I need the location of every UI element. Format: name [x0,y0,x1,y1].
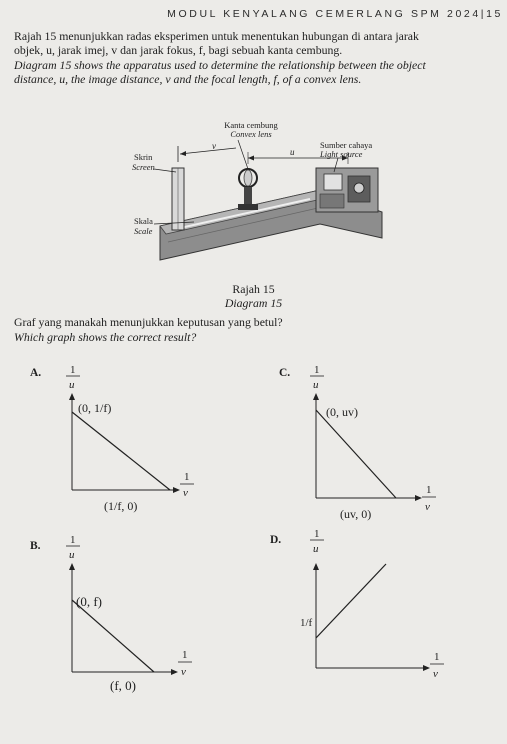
option-c-x-intercept: (uv, 0) [340,507,372,521]
option-b-y-intercept: (0, f) [76,594,102,609]
u-distance-label: u [290,147,295,157]
screen-icon [172,168,184,230]
option-b-x-intercept: (f, 0) [110,678,136,693]
scale-label-ms: Skala [134,216,153,226]
option-c-y-intercept: (0, uv) [326,405,358,419]
lens-label-ms: Kanta cembung [224,120,278,130]
convex-lens-icon [238,169,258,210]
source-label-ms: Sumber cahaya [320,140,373,150]
prompt-en: Which graph shows the correct result? [14,330,197,344]
y-axis-den: u [313,379,319,391]
question-ms-line1: Rajah 15 menunjukkan radas eksperimen untuk menentukan hubungan di antara jarak [14,29,419,43]
x-axis-den: v [181,666,186,678]
option-b-letter[interactable]: B. [30,540,41,552]
lens-label-en: Convex lens [230,129,272,139]
option-d-graph[interactable] [296,526,456,696]
option-c-letter[interactable]: C. [279,367,291,379]
y-axis-den: u [313,543,319,555]
option-a-x-intercept: (1/f, 0) [104,499,138,513]
y-axis-num: 1 [70,364,76,376]
question-ms-line2: objek, u, jarak imej, v dan jarak fokus, f, bagi sebuah kanta cembung. [14,43,343,57]
light-source-icon [316,168,378,212]
scale-label-en: Scale [134,226,153,236]
screen-label-en: Screen [132,162,155,172]
x-axis-den: v [183,487,188,499]
x-axis-num: 1 [426,484,432,496]
y-axis-num: 1 [70,534,76,546]
x-axis-den: v [433,668,438,680]
option-b-graph[interactable] [56,532,206,700]
y-axis-den: u [69,549,75,561]
screen-label-ms: Skrin [134,152,153,162]
x-axis-num: 1 [182,649,188,661]
module-header: MODUL KENYALANG CEMERLANG SPM 2024|15 [167,8,503,20]
v-distance-label: v [212,141,216,151]
y-axis-den: u [69,379,75,391]
y-axis-num: 1 [314,528,320,540]
y-axis-num: 1 [314,364,320,376]
x-axis-den: v [425,501,430,513]
x-axis-num: 1 [434,651,440,663]
x-axis-num: 1 [184,471,190,483]
option-a-letter[interactable]: A. [30,367,42,379]
question-en-line1: Diagram 15 shows the apparatus used to determine the relationship between the object [14,58,426,72]
option-a-graph[interactable] [56,362,206,530]
apparatus-diagram [120,118,410,268]
diagram-caption-en: Diagram 15 [224,296,283,310]
option-d-letter[interactable]: D. [270,534,282,546]
source-label-en: Light source [320,149,363,159]
option-d-y-intercept: 1/f [300,617,313,629]
option-c-graph[interactable] [300,362,450,530]
diagram-caption-ms: Rajah 15 [232,282,275,296]
prompt-ms: Graf yang manakah menunjukkan keputusan yang betul? [14,315,283,329]
option-a-y-intercept: (0, 1/f) [78,401,112,415]
question-en-line2: distance, u, the image distance, v and the focal length, f, of a convex lens. [14,72,362,86]
